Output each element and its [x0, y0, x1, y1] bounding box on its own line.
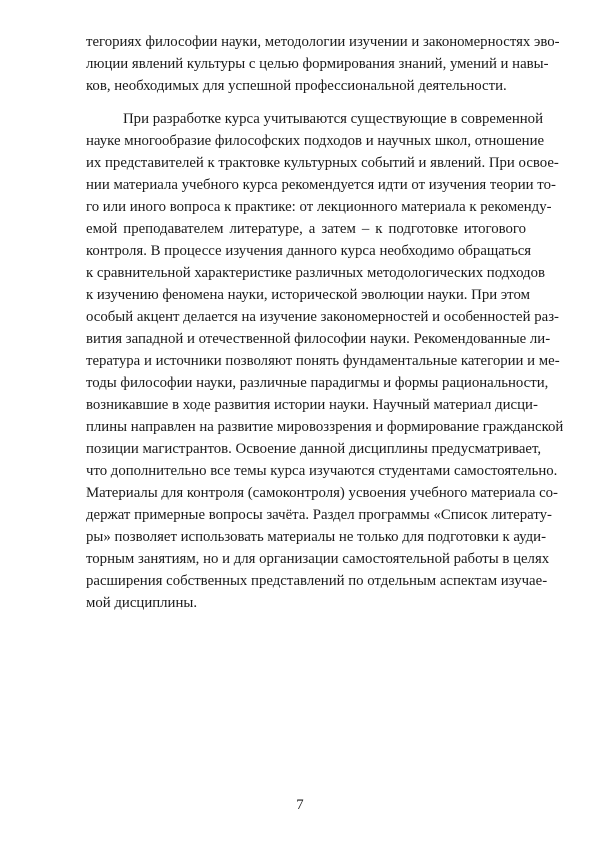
paragraph-2-line-23: мой дисциплины.	[86, 595, 198, 611]
paragraph-2-line-18: Материалы для контроля (самоконтроля) усвоения учебного материала со-	[86, 485, 558, 501]
paragraph-2-line-9: к изучению феномена науки, исторической эволюции науки. При этом	[86, 287, 530, 303]
paragraph-2-line-17: что дополнительно все темы курса изучаются студентами самостоятельно.	[86, 463, 558, 479]
paragraph-2-line-2: науке многообразие философских подходов и научных школ, отношение	[86, 133, 545, 149]
paragraph-2-line-16: позиции магистрантов. Освоение данной дисциплины предусматривает,	[86, 441, 542, 457]
paragraph-2-line-14: возникавшие в ходе развития истории науки. Научный материал дисци-	[86, 397, 538, 413]
paragraph-1-line-2: люции явлений культуры с целью формирования знаний, умений и навы-	[86, 56, 549, 72]
paragraph-2-line-5: го или иного вопроса к практике: от лекционного материала к рекоменду-	[86, 199, 552, 215]
paragraph-1-line-3: ков, необходимых для успешной профессиональной деятельности.	[86, 78, 507, 94]
paragraph-2-line-21: торным занятиям, но и для организации самостоятельной работы в целях	[86, 551, 550, 567]
paragraph-2-line-6: емой преподавателем литературе, а затем – к подготовке итогового	[86, 221, 526, 237]
paragraph-2-line-12: тература и источники позволяют понять фундаментальные категории и ме-	[86, 353, 560, 369]
paragraph-2-line-8: к сравнительной характеристике различных методологических подходов	[86, 265, 545, 281]
paragraph-2-line-22: расширения собственных представлений по отдельным аспектам изучае-	[86, 573, 548, 589]
page-number: 7	[296, 797, 304, 813]
paragraph-2-line-19: держат примерные вопросы зачёта. Раздел программы «Список литерату-	[86, 507, 552, 523]
paragraph-2-line-20: ры» позволяет использовать материалы не только для подготовки к ауди-	[86, 529, 546, 545]
paragraph-2-line-7: контроля. В процессе изучения данного курса необходимо обращаться	[86, 243, 532, 259]
paragraph-2-line-15: плины направлен на развитие мировоззрения и формирование гражданской	[86, 419, 564, 435]
paragraph-2-line-1: При разработке курса учитываются существующие в современной	[123, 111, 543, 127]
paragraph-2-line-13: тоды философии науки, различные парадигмы и формы рациональности,	[86, 375, 549, 391]
paragraph-2-line-3: их представителей к трактовке культурных событий и явлений. При освое-	[86, 155, 559, 171]
paragraph-2-line-4: нии материала учебного курса рекомендуется идти от изучения теории то-	[86, 177, 556, 193]
paragraph-2-line-11: вития западной и отечественной философии науки. Рекомендованные ли-	[86, 331, 551, 347]
paragraph-1-line-1: тегориях философии науки, методологии изучении и закономерностях эво-	[86, 34, 560, 50]
paragraph-2-line-10: особый акцент делается на изучение закономерностей и особенностей раз-	[86, 309, 559, 325]
